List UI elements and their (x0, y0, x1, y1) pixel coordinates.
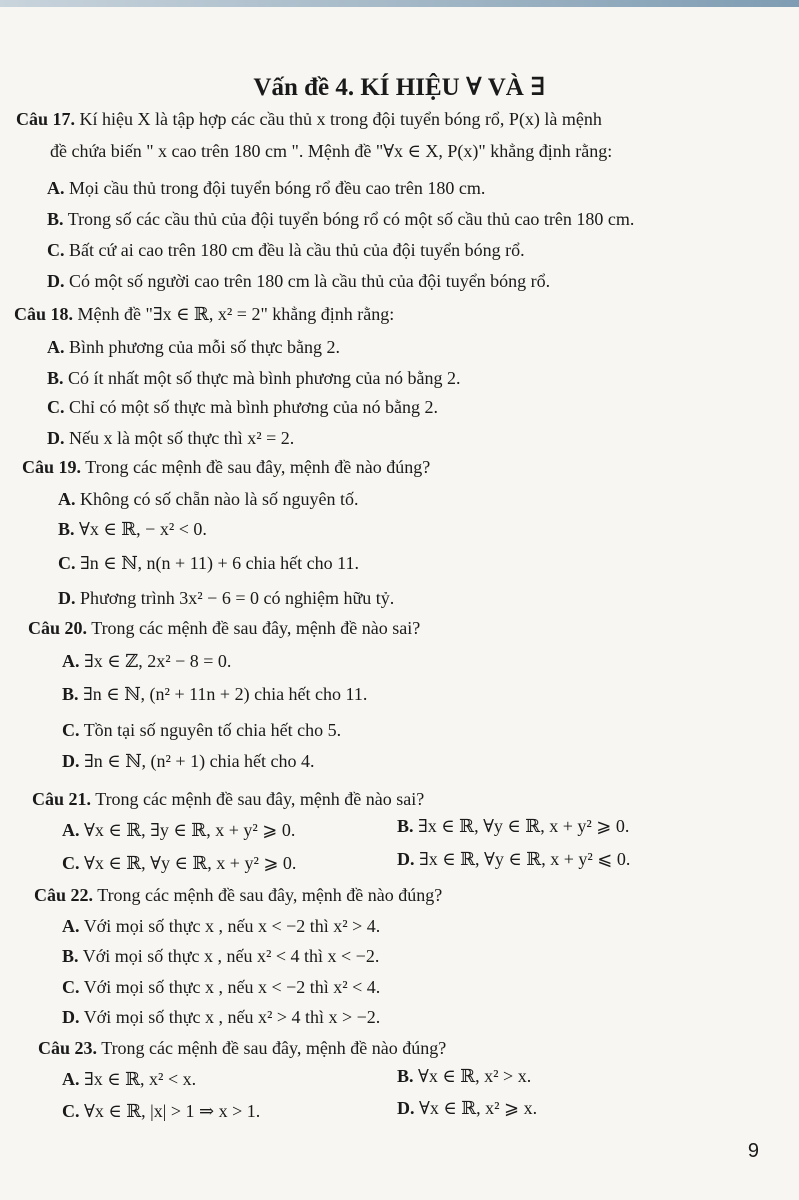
q20-stem-line (28, 617, 420, 639)
q21-option-d: D. ∃x ∈ ℝ, ∀y ∈ ℝ, x + y² ⩽ 0. (397, 849, 631, 869)
q19-option-b: B. ∀x ∈ ℝ, − x² < 0. (58, 519, 207, 539)
q18-option-b: B. Có ít nhất một số thực mà bình phương của nó bằng 2. (47, 368, 461, 388)
q20-option-a: A. ∃x ∈ ℤ, 2x² − 8 = 0. (62, 651, 232, 671)
q19-label: Câu 19. (22, 457, 82, 477)
q23-label: Câu 23. (38, 1038, 98, 1058)
q22-stem-line (34, 884, 442, 906)
q20-option-c: C. Tồn tại số nguyên tố chia hết cho 5. (62, 720, 342, 740)
q23-option-b: B. ∀x ∈ ℝ, x² > x. (397, 1066, 532, 1086)
q20-label: Câu 20. (28, 618, 88, 638)
q19-option-d: D. Phương trình 3x² − 6 = 0 có nghiệm hữu tỷ. (58, 588, 395, 608)
q17-label: Câu 17. (16, 109, 76, 129)
q22-option-a: A. Với mọi số thực x , nếu x < −2 thì x² > 4. (62, 916, 381, 936)
q23-option-a: A. ∃x ∈ ℝ, x² < x. (62, 1069, 197, 1089)
q17-option-d: D. Có một số người cao trên 180 cm là cầu thủ của đội tuyển bóng rổ. (47, 271, 551, 291)
q21-stem: Trong các mệnh đề sau đây, mệnh đề nào sai? (95, 789, 425, 809)
q18-stem-line (14, 303, 394, 325)
q19-option-a: A. Không có số chẵn nào là số nguyên tố. (58, 489, 359, 509)
q18-option-a: A. Bình phương của mỗi số thực bằng 2. (47, 337, 341, 357)
q19-stem-line (22, 456, 430, 478)
q17-option-b: B. Trong số các cầu thủ của đội tuyển bóng rổ có một số cầu thủ cao trên 180 cm. (47, 209, 635, 229)
q21-option-c: C. ∀x ∈ ℝ, ∀y ∈ ℝ, x + y² ⩾ 0. (62, 853, 297, 873)
q22-option-c: C. Với mọi số thực x , nếu x < −2 thì x² < 4. (62, 977, 381, 997)
q18-label: Câu 18. (14, 304, 74, 324)
q18-option-c: C. Chỉ có một số thực mà bình phương của nó bằng 2. (47, 397, 438, 417)
q21-option-a: A. ∀x ∈ ℝ, ∃y ∈ ℝ, x + y² ⩾ 0. (62, 820, 296, 840)
q23-option-c: C. ∀x ∈ ℝ, |x| > 1 ⇒ x > 1. (62, 1101, 261, 1121)
q23-stem-line (38, 1037, 446, 1059)
q17-option-c: C. Bất cứ ai cao trên 180 cm đều là cầu thủ của đội tuyển bóng rổ. (47, 240, 525, 260)
section-title: Vấn đề 4. KÍ HIỆU ∀ VÀ ∃ (253, 74, 546, 101)
q20-stem: Trong các mệnh đề sau đây, mệnh đề nào sai? (91, 618, 421, 638)
q21-option-b: B. ∃x ∈ ℝ, ∀y ∈ ℝ, x + y² ⩾ 0. (397, 816, 630, 836)
q17-stem-1: Kí hiệu X là tập hợp các cầu thủ x trong đội tuyển bóng rổ, P(x) là mệnh (79, 109, 602, 129)
q17-stem-line2 (50, 140, 612, 162)
q17-stem-line1 (16, 108, 602, 130)
q22-option-b: B. Với mọi số thực x , nếu x² < 4 thì x < −2. (62, 946, 380, 966)
page-number: 9 (747, 1140, 759, 1162)
q21-stem-line (32, 788, 424, 810)
q17-stem-2: đề chứa biến " x cao trên 180 cm ". Mệnh đề "∀x ∈ X, P(x)" khẳng định rằng: (50, 141, 613, 161)
q21-label: Câu 21. (32, 789, 92, 809)
q20-option-b: B. ∃n ∈ ℕ, (n² + 11n + 2) chia hết cho 11. (62, 684, 368, 704)
q17-option-a: A. Mọi cầu thủ trong đội tuyển bóng rổ đều cao trên 180 cm. (47, 178, 486, 198)
q23-stem: Trong các mệnh đề sau đây, mệnh đề nào đúng? (101, 1038, 447, 1058)
q20-option-d: D. ∃n ∈ ℕ, (n² + 1) chia hết cho 4. (62, 751, 315, 771)
q23-option-d: D. ∀x ∈ ℝ, x² ⩾ x. (397, 1098, 538, 1118)
q19-stem: Trong các mệnh đề sau đây, mệnh đề nào đúng? (85, 457, 431, 477)
q22-stem: Trong các mệnh đề sau đây, mệnh đề nào đúng? (97, 885, 443, 905)
q18-option-d: D. Nếu x là một số thực thì x² = 2. (47, 428, 295, 448)
q18-stem: Mệnh đề "∃x ∈ ℝ, x² = 2" khẳng định rằng: (77, 304, 395, 324)
q19-option-c: C. ∃n ∈ ℕ, n(n + 11) + 6 chia hết cho 11. (58, 553, 359, 573)
q22-label: Câu 22. (34, 885, 94, 905)
q22-option-d: D. Với mọi số thực x , nếu x² > 4 thì x > −2. (62, 1007, 381, 1027)
